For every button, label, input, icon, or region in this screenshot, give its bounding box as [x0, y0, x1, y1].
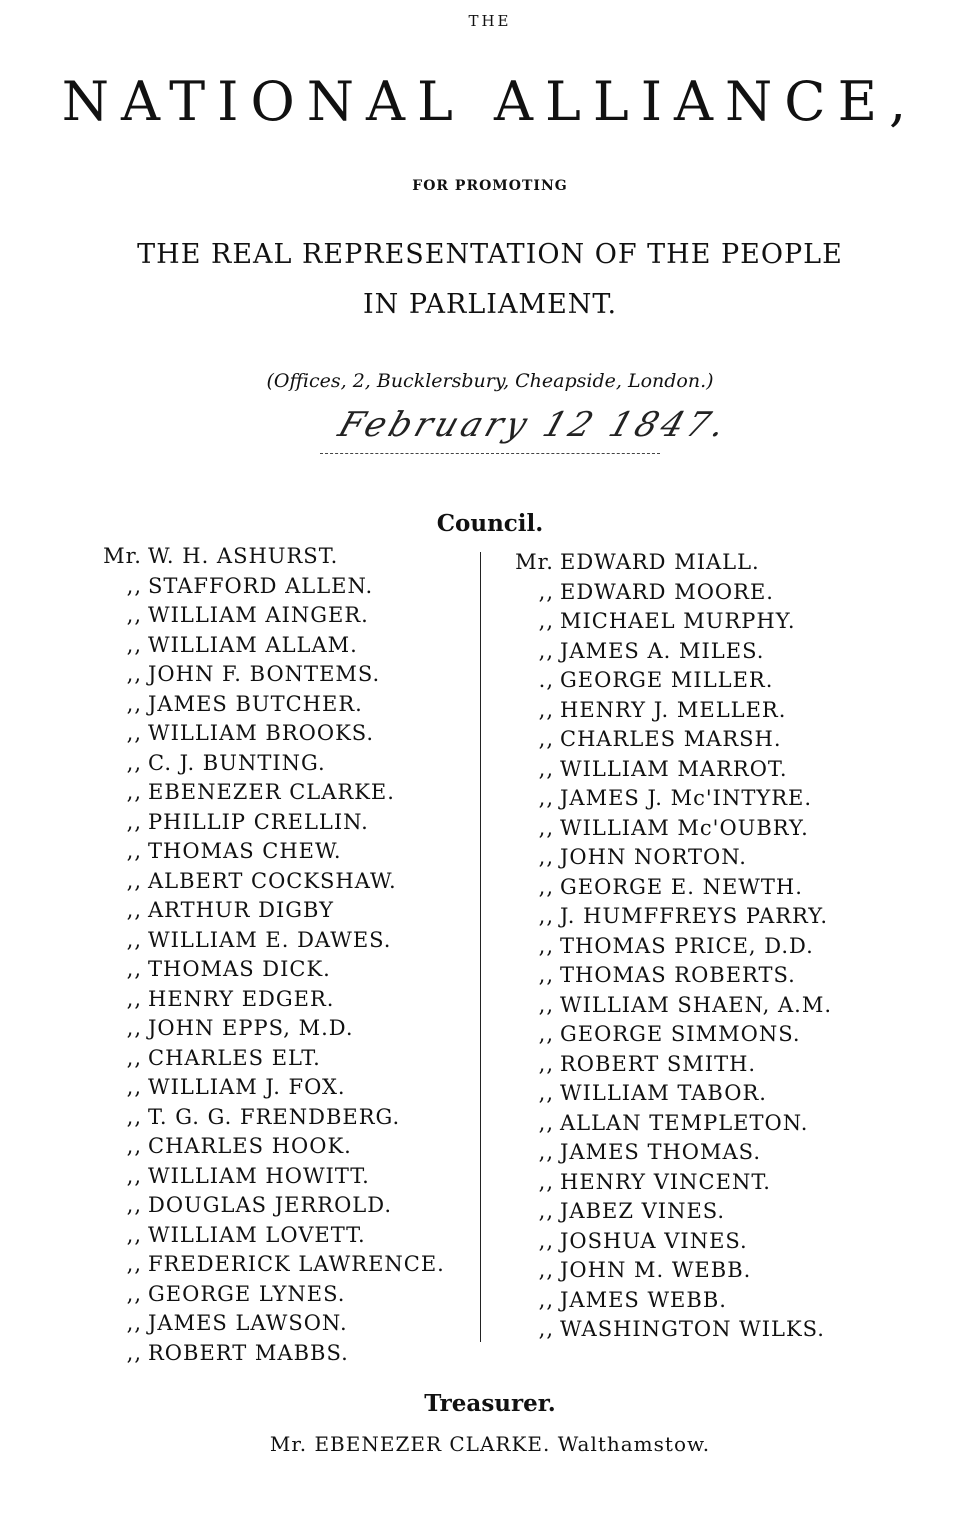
for-promoting-label: FOR PROMOTING: [412, 178, 568, 194]
member-prefix: ,,: [538, 638, 554, 663]
member-prefix: ,,: [538, 1022, 554, 1046]
member-name: JAMES J. Mc'INTYRE.: [560, 786, 813, 810]
member-name: JOHN EPPS, M.D.: [148, 1016, 354, 1040]
council-member: [100, 542, 445, 572]
member-name: ALLAN TEMPLETON.: [560, 1110, 809, 1135]
column-divider: [480, 552, 481, 1342]
member-name: CHARLES MARSH.: [560, 727, 782, 751]
member-name: JOHN F. BONTEMS.: [148, 662, 381, 686]
treasurer-name: Mr. EBENEZER CLARKE. Walthamstow.: [269, 1432, 711, 1456]
member-name: GEORGE SIMMONS.: [560, 1022, 801, 1046]
member-prefix: ,,: [538, 1317, 554, 1341]
member-prefix: ,,: [538, 1199, 554, 1223]
member-name: GEORGE MILLER.: [560, 668, 774, 692]
member-prefix: ,,: [538, 1110, 554, 1135]
offices-address: (Offices, 2, Bucklersbury, Cheapside, London.): [266, 370, 714, 392]
member-prefix: ,,: [126, 780, 142, 804]
member-name: C. J. BUNTING.: [148, 750, 326, 775]
member-prefix: ,,: [126, 1252, 142, 1276]
member-name: THOMAS DICK.: [148, 957, 331, 981]
council-member: [100, 896, 445, 926]
member-prefix: ,,: [538, 933, 554, 958]
member-prefix: ,,: [126, 1311, 142, 1335]
member-name: ALBERT COCKSHAW.: [148, 868, 397, 893]
member-prefix: ,,: [538, 1228, 554, 1253]
council-member: [100, 926, 445, 956]
handwritten-date: [320, 405, 760, 465]
member-name: DOUGLAS JERROLD.: [148, 1193, 392, 1217]
council-member: [100, 1221, 445, 1251]
council-member: [512, 725, 832, 755]
member-name: MICHAEL MURPHY.: [560, 609, 796, 633]
member-prefix: ,,: [126, 1075, 142, 1099]
member-prefix: ,,: [538, 1169, 554, 1194]
member-name: WILLIAM MARROT.: [560, 756, 788, 781]
member-name: HENRY EDGER.: [148, 986, 335, 1011]
council-member: [100, 1162, 445, 1192]
member-name: WASHINGTON WILKS.: [560, 1317, 825, 1341]
member-prefix: ,,: [126, 691, 142, 716]
member-name: HENRY VINCENT.: [560, 1169, 771, 1194]
council-member: [100, 1280, 445, 1310]
member-name: ROBERT MABBS.: [148, 1340, 349, 1365]
council-member: [512, 784, 832, 814]
council-member: [512, 1050, 832, 1080]
member-name: HENRY J. MELLER.: [560, 697, 787, 722]
member-prefix: ,,: [538, 904, 554, 928]
handwritten-date-text: February 12 1847.: [333, 405, 735, 445]
council-member: [100, 1073, 445, 1103]
member-name: W. H. ASHURST.: [148, 544, 339, 568]
member-name: T. G. G. FRENDBERG.: [148, 1104, 401, 1129]
council-member: [100, 1309, 445, 1339]
member-prefix: Mr.: [103, 544, 142, 568]
member-name: JOHN NORTON.: [560, 845, 747, 869]
member-name: PHILLIP CRELLIN.: [148, 809, 369, 834]
member-prefix: ,,: [126, 632, 142, 657]
council-member: [512, 1079, 832, 1109]
member-prefix: ,,: [126, 1016, 142, 1040]
member-name: WILLIAM J. FOX.: [148, 1075, 346, 1099]
member-prefix: ,,: [538, 609, 554, 633]
member-prefix: ,,: [538, 756, 554, 781]
council-member: [100, 1103, 445, 1133]
member-prefix: ,,: [126, 603, 142, 627]
council-member: [100, 719, 445, 749]
member-name: JAMES BUTCHER.: [148, 691, 363, 716]
member-name: CHARLES HOOK.: [148, 1134, 352, 1158]
council-member: [100, 601, 445, 631]
member-prefix: ,,: [538, 874, 554, 899]
member-prefix: ,,: [126, 1281, 142, 1306]
member-prefix: ,,: [126, 1104, 142, 1129]
member-name: WILLIAM Mc'OUBRY.: [560, 815, 809, 840]
council-member: [512, 755, 832, 785]
subtitle-line-1: THE REAL REPRESENTATION OF THE PEOPLE: [137, 239, 843, 270]
member-prefix: ,,: [126, 809, 142, 834]
member-prefix: ,,: [126, 868, 142, 893]
council-member: [100, 1014, 445, 1044]
member-name: THOMAS CHEW.: [148, 839, 342, 863]
member-prefix: Mr.: [515, 550, 554, 574]
council-member: [100, 778, 445, 808]
council-member: [100, 1191, 445, 1221]
member-prefix: ,,: [538, 727, 554, 751]
member-name: THOMAS PRICE, D.D.: [560, 933, 814, 958]
member-name: THOMAS ROBERTS.: [560, 963, 796, 987]
council-member: [512, 578, 832, 608]
council-member: [512, 961, 832, 991]
council-member: [100, 749, 445, 779]
council-member: [100, 1339, 445, 1369]
member-prefix: .,: [538, 668, 554, 692]
member-prefix: ,,: [538, 786, 554, 810]
member-prefix: ,,: [538, 1051, 554, 1076]
council-member: [512, 1286, 832, 1316]
member-name: JOHN M. WEBB.: [560, 1258, 752, 1282]
council-member: [512, 548, 832, 578]
member-prefix: ,,: [126, 662, 142, 686]
member-name: GEORGE E. NEWTH.: [560, 874, 803, 899]
council-member: [100, 867, 445, 897]
page-title: NATIONAL ALLIANCE,: [61, 70, 919, 133]
member-prefix: ,,: [538, 1258, 554, 1282]
member-name: EDWARD MOORE.: [560, 579, 774, 604]
treasurer-heading: Treasurer.: [424, 1390, 556, 1417]
member-prefix: ,,: [126, 927, 142, 952]
council-member: [512, 932, 832, 962]
member-prefix: ,,: [126, 986, 142, 1011]
subtitle-line-2: IN PARLIAMENT.: [362, 289, 618, 320]
council-list-left: [100, 542, 445, 1368]
member-name: JAMES THOMAS.: [560, 1140, 761, 1164]
council-member: [512, 666, 832, 696]
member-prefix: ,,: [126, 573, 142, 598]
council-member: [100, 955, 445, 985]
member-prefix: ,,: [126, 898, 142, 922]
member-name: WILLIAM AINGER.: [148, 603, 369, 627]
member-prefix: ,,: [126, 1340, 142, 1365]
council-member: [512, 1315, 832, 1345]
subtitle: [0, 230, 980, 330]
member-prefix: ,,: [126, 750, 142, 775]
council-member: [512, 1256, 832, 1286]
member-name: WILLIAM TABOR.: [560, 1081, 767, 1105]
member-name: J. HUMFFREYS PARRY.: [560, 904, 829, 928]
member-name: FREDERICK LAWRENCE.: [148, 1252, 445, 1276]
council-member: [100, 985, 445, 1015]
member-name: GEORGE LYNES.: [148, 1281, 346, 1306]
member-name: ROBERT SMITH.: [560, 1051, 757, 1076]
council-member: [100, 1132, 445, 1162]
member-prefix: ,,: [126, 721, 142, 745]
member-prefix: ,,: [538, 697, 554, 722]
member-name: EDWARD MIALL.: [560, 550, 760, 574]
handwritten-underline: [320, 453, 660, 454]
council-list-right: [512, 548, 832, 1345]
council-member: [512, 902, 832, 932]
member-name: CHARLES ELT.: [148, 1045, 321, 1070]
council-member: [512, 696, 832, 726]
council-member: [100, 808, 445, 838]
council-member: [100, 837, 445, 867]
member-prefix: ,,: [538, 845, 554, 869]
council-member: [512, 1109, 832, 1139]
member-name: JOSHUA VINES.: [560, 1228, 748, 1253]
council-member: [100, 1250, 445, 1280]
member-prefix: ,,: [538, 1081, 554, 1105]
council-heading: Council.: [436, 510, 544, 537]
council-member: [512, 607, 832, 637]
member-name: STAFFORD ALLEN.: [148, 573, 374, 598]
member-name: WILLIAM HOWITT.: [148, 1163, 370, 1188]
member-name: JAMES LAWSON.: [148, 1311, 348, 1335]
member-prefix: ,,: [538, 1140, 554, 1164]
member-name: JAMES A. MILES.: [560, 638, 765, 663]
member-name: WILLIAM E. DAWES.: [148, 927, 392, 952]
council-member: [512, 1168, 832, 1198]
member-name: JABEZ VINES.: [560, 1199, 726, 1223]
council-member: [100, 660, 445, 690]
member-prefix: ,,: [126, 1134, 142, 1158]
member-prefix: ,,: [126, 1222, 142, 1247]
member-name: WILLIAM ALLAM.: [148, 632, 358, 657]
council-member: [512, 1020, 832, 1050]
council-member: [512, 991, 832, 1021]
member-prefix: ,,: [538, 1287, 554, 1312]
council-member: [512, 1138, 832, 1168]
member-prefix: ,,: [126, 957, 142, 981]
member-prefix: ,,: [538, 815, 554, 840]
member-prefix: ,,: [538, 992, 554, 1017]
member-prefix: ,,: [126, 839, 142, 863]
council-member: [512, 843, 832, 873]
council-member: [512, 1197, 832, 1227]
header-the: THE: [468, 12, 512, 30]
member-name: ARTHUR DIGBY: [148, 898, 334, 922]
member-prefix: ,,: [126, 1163, 142, 1188]
member-name: EBENEZER CLARKE.: [148, 780, 395, 804]
council-member: [512, 814, 832, 844]
council-member: [512, 637, 832, 667]
member-name: JAMES WEBB.: [560, 1287, 727, 1312]
council-member: [100, 631, 445, 661]
council-member: [512, 873, 832, 903]
member-name: WILLIAM BROOKS.: [148, 721, 375, 745]
council-member: [100, 690, 445, 720]
member-prefix: ,,: [126, 1045, 142, 1070]
member-prefix: ,,: [538, 963, 554, 987]
council-member: [512, 1227, 832, 1257]
council-member: [100, 1044, 445, 1074]
member-name: WILLIAM SHAEN, A.M.: [560, 992, 833, 1017]
member-name: WILLIAM LOVETT.: [148, 1222, 366, 1247]
member-prefix: ,,: [538, 579, 554, 604]
council-member: [100, 572, 445, 602]
member-prefix: ,,: [126, 1193, 142, 1217]
